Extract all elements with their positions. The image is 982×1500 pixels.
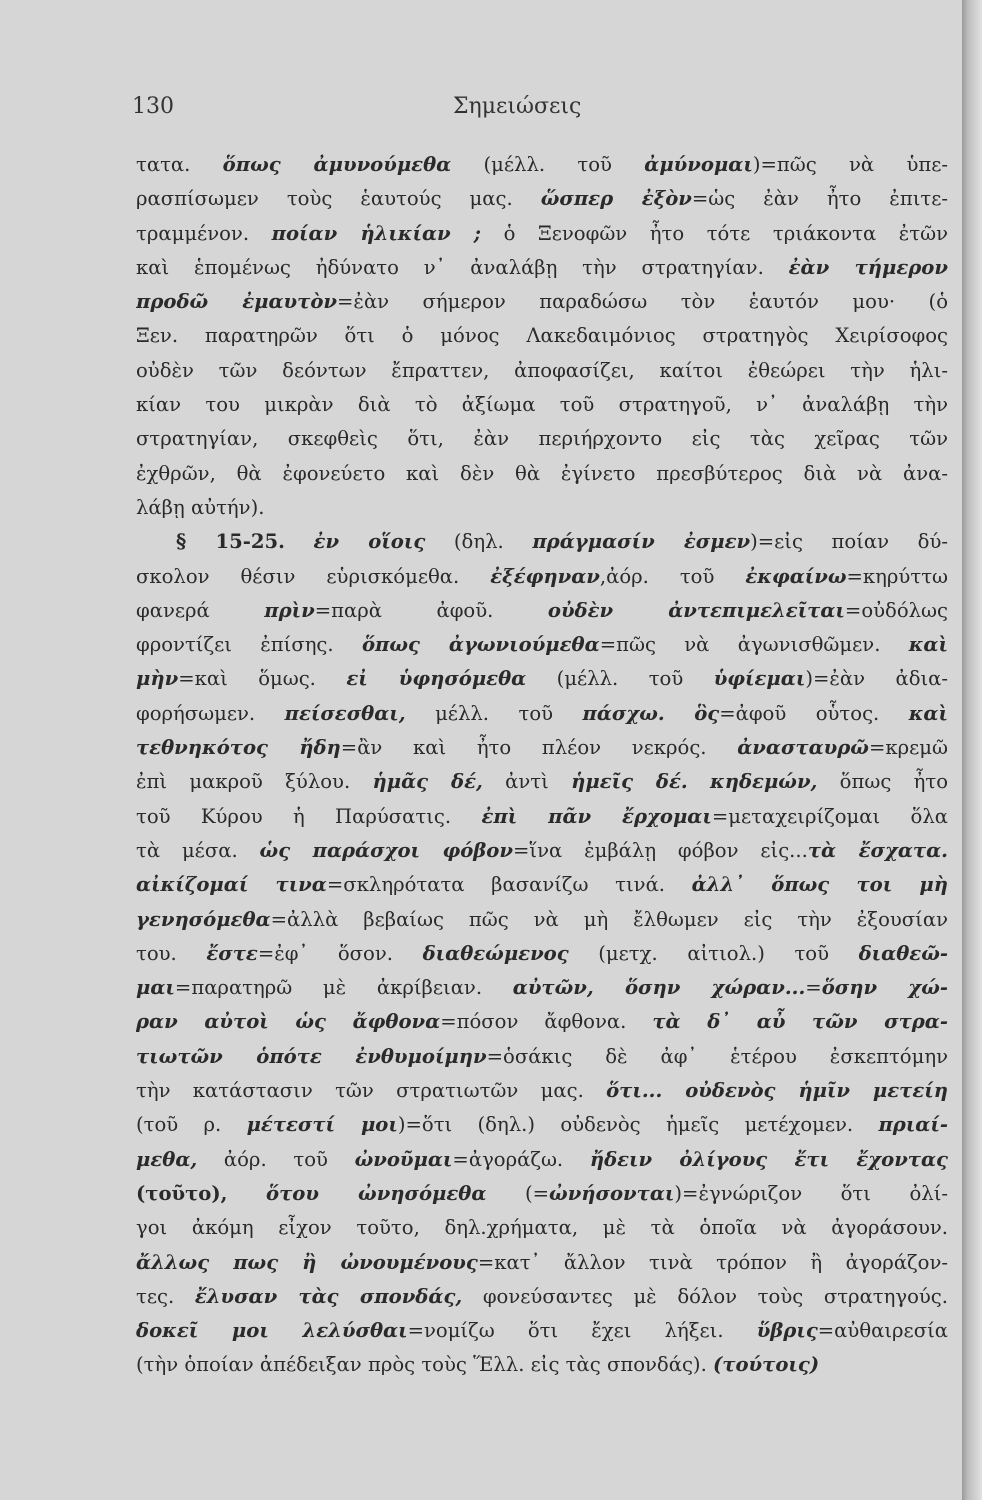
text-line bbox=[136, 662, 948, 696]
text-line bbox=[136, 765, 948, 799]
text-line bbox=[136, 594, 948, 628]
lemma-term: γενησόμεθα bbox=[136, 907, 271, 931]
lemma-term: ὅτι... οὐδενὸς ἡμῖν μετείη bbox=[606, 1079, 948, 1103]
lemma-term: δοκεῖ μοι λελύσθαι bbox=[136, 1319, 408, 1343]
text-run: = bbox=[805, 976, 822, 1000]
text-line bbox=[136, 868, 948, 902]
lemma-term: ἀλλ᾽ ὅπως τοι μὴ bbox=[691, 873, 948, 897]
text-run: στρατηγίαν, σκεφθεὶς ὅτι, ἐὰν περιήρχοντο εἰς τὰς χεῖρας τῶν bbox=[136, 427, 948, 451]
text-run: ἀόρ. τοῦ bbox=[197, 1147, 355, 1171]
text-run: =κρεμῶ bbox=[868, 736, 948, 760]
lemma-term: κηδεμών, bbox=[710, 770, 818, 794]
text-run: =μεταχειρίζομαι ὅλα bbox=[711, 804, 948, 828]
text-line bbox=[136, 971, 948, 1005]
text-line bbox=[136, 285, 948, 319]
page-number: 130 bbox=[132, 94, 174, 119]
text-run: )=ἐὰν ἀδια- bbox=[805, 667, 948, 691]
text-run: )=ὅτι (δηλ.) οὐδενὸς ἡμεῖς μετέχομεν. bbox=[397, 1113, 879, 1137]
text-line bbox=[136, 1314, 948, 1348]
text-run: =ὡς ἐὰν ἦτο ἐπιτε- bbox=[691, 187, 948, 211]
text-run: γοι ἀκόμη εἶχον τοῦτο, δηλ.χρήματα, μὲ τὰ ὁποῖα νὰ ἀγοράσουν. bbox=[136, 1216, 948, 1240]
text-run: =ἐὰν σήμερον παραδώσω τὸν ἑαυτόν μου· (ὁ bbox=[337, 290, 948, 314]
text-run: (= bbox=[486, 1181, 550, 1205]
text-run: (μέλλ. τοῦ bbox=[526, 667, 714, 691]
lemma-term: ἐξέφηναν bbox=[490, 564, 600, 588]
lemma-term: μὴν bbox=[136, 667, 179, 691]
text-run: =νομίζω ὅτι ἔχει λήξει. bbox=[407, 1319, 757, 1343]
text-line bbox=[136, 731, 948, 765]
lemma-term: ἄλλως πως ἢ ὠνουμένους bbox=[136, 1250, 478, 1274]
text-run: φορήσωμεν. bbox=[136, 701, 285, 725]
lemma-term: οὐδὲν ἀντεπιμελεῖται bbox=[547, 598, 845, 622]
text-run: ἐπὶ μακροῦ ξύλου. bbox=[136, 770, 373, 794]
text-run: του. bbox=[136, 941, 207, 965]
text-run: =καὶ ὅμως. bbox=[178, 667, 347, 691]
text-line bbox=[136, 1348, 948, 1382]
text-line bbox=[136, 903, 948, 937]
text-line bbox=[136, 1280, 948, 1314]
lemma-term: ἐπὶ πᾶν ἔρχομαι bbox=[481, 804, 712, 828]
text-line bbox=[136, 1211, 948, 1245]
text-run bbox=[285, 530, 314, 553]
text-line bbox=[136, 1177, 948, 1211]
text-run bbox=[227, 1182, 266, 1205]
page-edge-shadow bbox=[962, 0, 982, 1500]
text-run: =ὁσάκις δὲ ἀφ᾽ ἑτέρου ἐσκεπτόμην bbox=[486, 1044, 948, 1068]
text-line bbox=[136, 800, 948, 834]
lemma-term: ἀνασταυρῶ bbox=[737, 736, 869, 760]
text-line bbox=[136, 560, 948, 594]
lemma-term: τιωτῶν ὁπότε ἐνθυμοίμην bbox=[136, 1044, 487, 1068]
text-line bbox=[136, 1246, 948, 1280]
text-run: =πῶς νὰ ἀγωνισθῶμεν. bbox=[599, 633, 909, 657]
text-run: =ἀλλὰ βεβαίως πῶς νὰ μὴ ἔλθωμεν εἰς τὴν ἐξουσίαν bbox=[270, 907, 948, 931]
lemma-term: ἐν οἵοις bbox=[313, 530, 426, 554]
text-line bbox=[136, 182, 948, 216]
text-run bbox=[665, 702, 694, 725]
text-line bbox=[136, 1005, 948, 1039]
text-line bbox=[136, 834, 948, 868]
text-line bbox=[136, 354, 948, 388]
lemma-term: πριαί- bbox=[878, 1113, 948, 1137]
text-run: τὴν κατάστασιν τῶν στρατιωτῶν μας. bbox=[136, 1079, 607, 1103]
text-run: =ἐφ᾽ ὅσον. bbox=[257, 941, 423, 965]
lemma-term: ἡμεῖς δέ. bbox=[571, 770, 688, 794]
text-run: λάβῃ αὐτήν). bbox=[136, 495, 265, 519]
lemma-term: ὕβρις bbox=[756, 1319, 818, 1343]
lemma-term: πράγμασίν ἐσμεν bbox=[532, 530, 751, 554]
text-run: =κατ᾽ ἄλλον τινὰ τρόπον ἢ ἀγοράζον- bbox=[477, 1250, 948, 1274]
lemma-term: ἡμᾶς δέ, bbox=[372, 770, 483, 794]
text-run: =παρατηρῶ μὲ ἀκρίβειαν. bbox=[174, 976, 513, 1000]
lemma-term: ὥσπερ ἐξὸν bbox=[540, 187, 692, 211]
text-line bbox=[136, 937, 948, 971]
text-line bbox=[136, 1040, 948, 1074]
lemma-term: ἐκφαίνω bbox=[745, 564, 847, 588]
text-line bbox=[136, 388, 948, 422]
text-line bbox=[136, 319, 948, 353]
lemma-term: ἤδειν ὀλίγους ἔτι ἔχοντας bbox=[589, 1147, 948, 1171]
text-run: ὅπως ἦτο bbox=[817, 770, 948, 794]
text-run: τὰ μέσα. bbox=[136, 838, 260, 862]
lemma-term: ὅπως ἀμυνούμεθα bbox=[222, 153, 452, 176]
lemma-term: (τούτοις) bbox=[713, 1353, 820, 1377]
text-run: )=ἐγνώριζον ὅτι ὀλί- bbox=[674, 1181, 948, 1205]
text-run: ρασπίσωμεν τοὺς ἑαυτούς μας. bbox=[136, 187, 541, 211]
lemma-term: ὑφίεμαι bbox=[713, 667, 806, 691]
lemma-term: προδῶ ἐμαυτὸν bbox=[136, 290, 338, 314]
text-run: τατα. bbox=[136, 153, 223, 176]
text-run: ὁ Ξενοφῶν ἦτο τότε τριάκοντα ἐτῶν bbox=[481, 221, 948, 245]
text-line bbox=[136, 422, 948, 456]
lemma-term: ποίαν ἡλικίαν ; bbox=[271, 221, 482, 245]
text-line bbox=[136, 457, 948, 491]
lemma-term: αὐτῶν, ὅσην χώραν... bbox=[512, 976, 806, 1000]
lemma-term: διαθεώμενος bbox=[422, 941, 569, 965]
page-header bbox=[132, 94, 952, 124]
lemma-term: πείσεσθαι, bbox=[284, 701, 406, 725]
text-run: )=πῶς νὰ ὑπε- bbox=[752, 153, 948, 176]
lemma-term: ὡς παράσχοι φόβον bbox=[259, 838, 513, 862]
lemma-term: ὅτου ὠνησόμεθα bbox=[266, 1181, 487, 1205]
text-run: =κηρύττω bbox=[846, 564, 948, 588]
text-run: =ἀφοῦ οὗτος. bbox=[719, 701, 909, 725]
text-run: (τοῦ ρ. bbox=[136, 1113, 247, 1137]
text-run: (τὴν ὁποίαν ἀπέδειξαν πρὸς τοὺς Ἕλλ. εἰς τὰς σπονδάς). bbox=[136, 1353, 714, 1377]
text-run: Ξεν. παρατηρῶν ὅτι ὁ μόνος Λακεδαιμόνιος στρατηγὸς Χειρίσοφος bbox=[136, 324, 948, 348]
text-run: =ἂν καὶ ἦτο πλέον νεκρός. bbox=[340, 736, 738, 760]
text-line bbox=[136, 697, 948, 731]
text-run: κίαν του μικρὰν διὰ τὸ ἀξίωμα τοῦ στρατηγοῦ, ν᾽ ἀναλάβῃ τὴν bbox=[136, 393, 948, 417]
text-line bbox=[136, 251, 948, 285]
section-marker: § 15-25. bbox=[176, 530, 285, 554]
text-run: τες. bbox=[136, 1284, 195, 1308]
text-line bbox=[136, 148, 948, 182]
text-run: =αὐθαιρεσία bbox=[817, 1319, 948, 1343]
lemma-term: μεθα, bbox=[136, 1147, 198, 1171]
text-run: =ἀγοράζω. bbox=[452, 1147, 590, 1171]
text-run: ,ἀόρ. τοῦ bbox=[599, 564, 746, 588]
lemma-term: μαι bbox=[136, 976, 175, 1000]
text-run: τοῦ Κύρου ἡ Παρύσατις. bbox=[136, 804, 482, 828]
lemma-term: ραν αὐτοὶ ὡς ἄφθονα bbox=[136, 1010, 441, 1034]
lemma-term: διαθεῶ- bbox=[858, 941, 948, 965]
text-run: (μετχ. αἰτιολ.) τοῦ bbox=[568, 941, 859, 965]
lemma-term: ἀμύνομαι bbox=[644, 153, 753, 176]
lemma-term: ὅσην χώ- bbox=[821, 976, 948, 1000]
text-line bbox=[136, 491, 948, 525]
lemma-term: πρὶν bbox=[264, 598, 315, 622]
lemma-term: καὶ bbox=[908, 633, 948, 657]
text-run: =σκληρότατα βασανίζω τινά. bbox=[326, 873, 692, 897]
text-run: =πόσον ἄφθονα. bbox=[440, 1010, 653, 1034]
lemma-term: ἐὰν τήμερον bbox=[788, 255, 948, 279]
lemma-term: πάσχω. bbox=[582, 701, 665, 725]
text-run: =ἵνα ἐμβάλῃ φόβον εἰς... bbox=[512, 838, 808, 862]
text-run: σκολον θέσιν εὑρισκόμεθα. bbox=[136, 564, 491, 588]
notes-text-block bbox=[136, 148, 948, 1383]
text-run: οὐδὲν τῶν δεόντων ἔπραττεν, ἀποφασίζει, καίτοι ἐθεώρει τὴν ἡλι- bbox=[136, 358, 948, 382]
text-run: καὶ ἑπομένως ἠδύνατο ν᾽ ἀναλάβῃ τὴν στρατηγίαν. bbox=[136, 255, 789, 279]
lemma-term: αἰκίζομαί τινα bbox=[136, 873, 327, 897]
text-run bbox=[688, 770, 710, 793]
text-line bbox=[136, 628, 948, 662]
lemma-term: καὶ bbox=[908, 701, 948, 725]
text-line bbox=[136, 1143, 948, 1177]
lemma-term: τὰ ἔσχατα. bbox=[807, 838, 948, 862]
text-line bbox=[136, 525, 948, 559]
lemma-term: εἰ ὑφησόμεθα bbox=[346, 667, 527, 691]
text-run: φανερά bbox=[136, 598, 265, 622]
text-run: (μέλλ. τοῦ bbox=[451, 153, 645, 176]
running-title: Σημειώσεις bbox=[453, 94, 582, 119]
text-run: φονεύσαντες μὲ δόλον τοὺς στρατηγούς. bbox=[462, 1284, 948, 1308]
text-run: ἀντὶ bbox=[482, 770, 572, 794]
lemma-term: ὠνήσονται bbox=[549, 1181, 675, 1205]
lemma-term: τεθνηκότος ἤδη bbox=[136, 736, 341, 760]
lemma-term: ὠνοῦμαι bbox=[354, 1147, 453, 1171]
text-run: τραμμένον. bbox=[136, 221, 272, 245]
lemma-term: ὅπως ἀγωνιούμεθα bbox=[361, 633, 600, 657]
lemma-term: ὃς bbox=[694, 701, 720, 725]
text-run: )=εἰς ποίαν δύ- bbox=[750, 530, 948, 554]
text-line bbox=[136, 1108, 948, 1142]
text-run: =οὐδόλως bbox=[844, 598, 948, 622]
text-line bbox=[136, 217, 948, 251]
text-run: (δηλ. bbox=[425, 530, 533, 554]
text-run: =παρὰ ἀφοῦ. bbox=[314, 598, 548, 622]
text-line bbox=[136, 1074, 948, 1108]
section-marker: (τοῦτο), bbox=[136, 1181, 228, 1205]
text-run: μέλλ. τοῦ bbox=[405, 701, 583, 725]
lemma-term: ἔλυσαν τὰς σπονδάς, bbox=[194, 1284, 463, 1308]
text-run: φροντίζει ἐπίσης. bbox=[136, 633, 362, 657]
lemma-term: τὰ δ᾽ αὖ τῶν στρα- bbox=[652, 1010, 948, 1034]
lemma-term: ἔστε bbox=[206, 941, 258, 965]
text-run: ἐχθρῶν, θὰ ἐφονεύετο καὶ δὲν θὰ ἐγίνετο πρεσβύτερος διὰ νὰ ἀνα- bbox=[136, 461, 948, 485]
lemma-term: μέτεστί μοι bbox=[246, 1113, 398, 1137]
